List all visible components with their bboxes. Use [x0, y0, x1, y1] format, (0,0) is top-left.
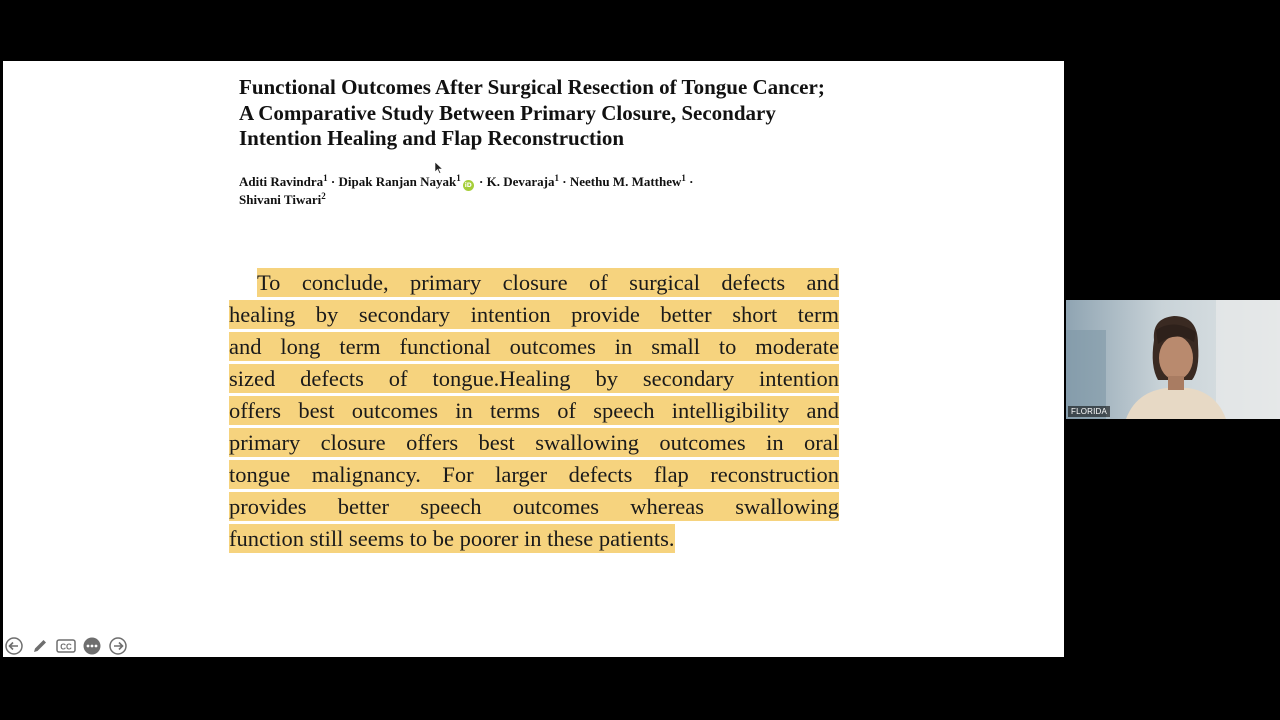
- mouse-cursor-icon: [435, 162, 443, 174]
- presentation-slide: [3, 61, 1064, 657]
- participant-video-image: [1066, 300, 1280, 419]
- cc-label: CC: [60, 642, 72, 652]
- author-list: [239, 173, 799, 208]
- next-slide-icon: [109, 637, 127, 655]
- author-separator: ·: [330, 174, 336, 189]
- author-separator: ·: [562, 174, 567, 189]
- participant-name-label: FLORIDA: [1068, 406, 1110, 417]
- closed-captions-icon: [56, 637, 76, 655]
- paper-title: [239, 75, 939, 152]
- more-options-icon: [83, 637, 101, 655]
- conclusion-line: sized defects of tongue.Healing by secondary intention: [229, 366, 839, 391]
- author-affiliation: 1: [323, 173, 328, 183]
- previous-slide-button[interactable]: [4, 636, 24, 656]
- title-line: A Comparative Study Between Primary Closure, Secondary: [239, 100, 776, 125]
- title-line: Intention Healing and Flap Reconstruction: [239, 126, 625, 150]
- title-line: Functional Outcomes After Surgical Resection of Tongue Cancer;: [239, 75, 825, 99]
- pen-button[interactable]: [30, 636, 50, 656]
- conclusion-line: primary closure offers best swallowing outcomes in oral: [229, 430, 839, 455]
- more-options-button[interactable]: [82, 636, 102, 656]
- conclusion-line: function still seems to be poorer in these patients.: [229, 526, 675, 551]
- author-name: Aditi Ravindra: [239, 174, 324, 189]
- author-separator: ·: [479, 174, 484, 189]
- pen-icon: [31, 637, 49, 655]
- author-affiliation: 2: [321, 191, 326, 201]
- author-name: Neethu M. Matthew: [569, 174, 682, 189]
- next-slide-button[interactable]: [108, 636, 128, 656]
- author-name: Shivani Tiwari: [239, 192, 322, 207]
- author-affiliation: 1: [554, 173, 559, 183]
- author-name: K. Devaraja: [486, 174, 555, 189]
- author-affiliation: 1: [456, 173, 461, 183]
- conclusion-line: To conclude, primary closure of surgical defects and: [257, 270, 839, 295]
- author-affiliation: 1: [681, 173, 686, 183]
- conclusion-line: offers best outcomes in terms of speech intelligibility and: [229, 398, 839, 423]
- conclusion-line: healing by secondary intention provide better short term: [229, 302, 839, 327]
- previous-slide-icon: [5, 637, 23, 655]
- closed-captions-button[interactable]: [56, 636, 76, 656]
- conclusion-line: and long term functional outcomes in small to moderate: [229, 334, 839, 359]
- participant-video-tile[interactable]: [1066, 300, 1280, 419]
- author-separator: ·: [689, 174, 694, 189]
- conclusion-line: tongue malignancy. For larger defects flap reconstruction: [229, 462, 839, 487]
- orcid-icon[interactable]: iD: [464, 182, 472, 189]
- highlighted-conclusion: [229, 267, 839, 555]
- conclusion-line: provides better speech outcomes whereas swallowing: [229, 494, 839, 519]
- slideshow-controls: [4, 636, 128, 656]
- author-name: Dipak Ranjan Nayak: [338, 174, 457, 189]
